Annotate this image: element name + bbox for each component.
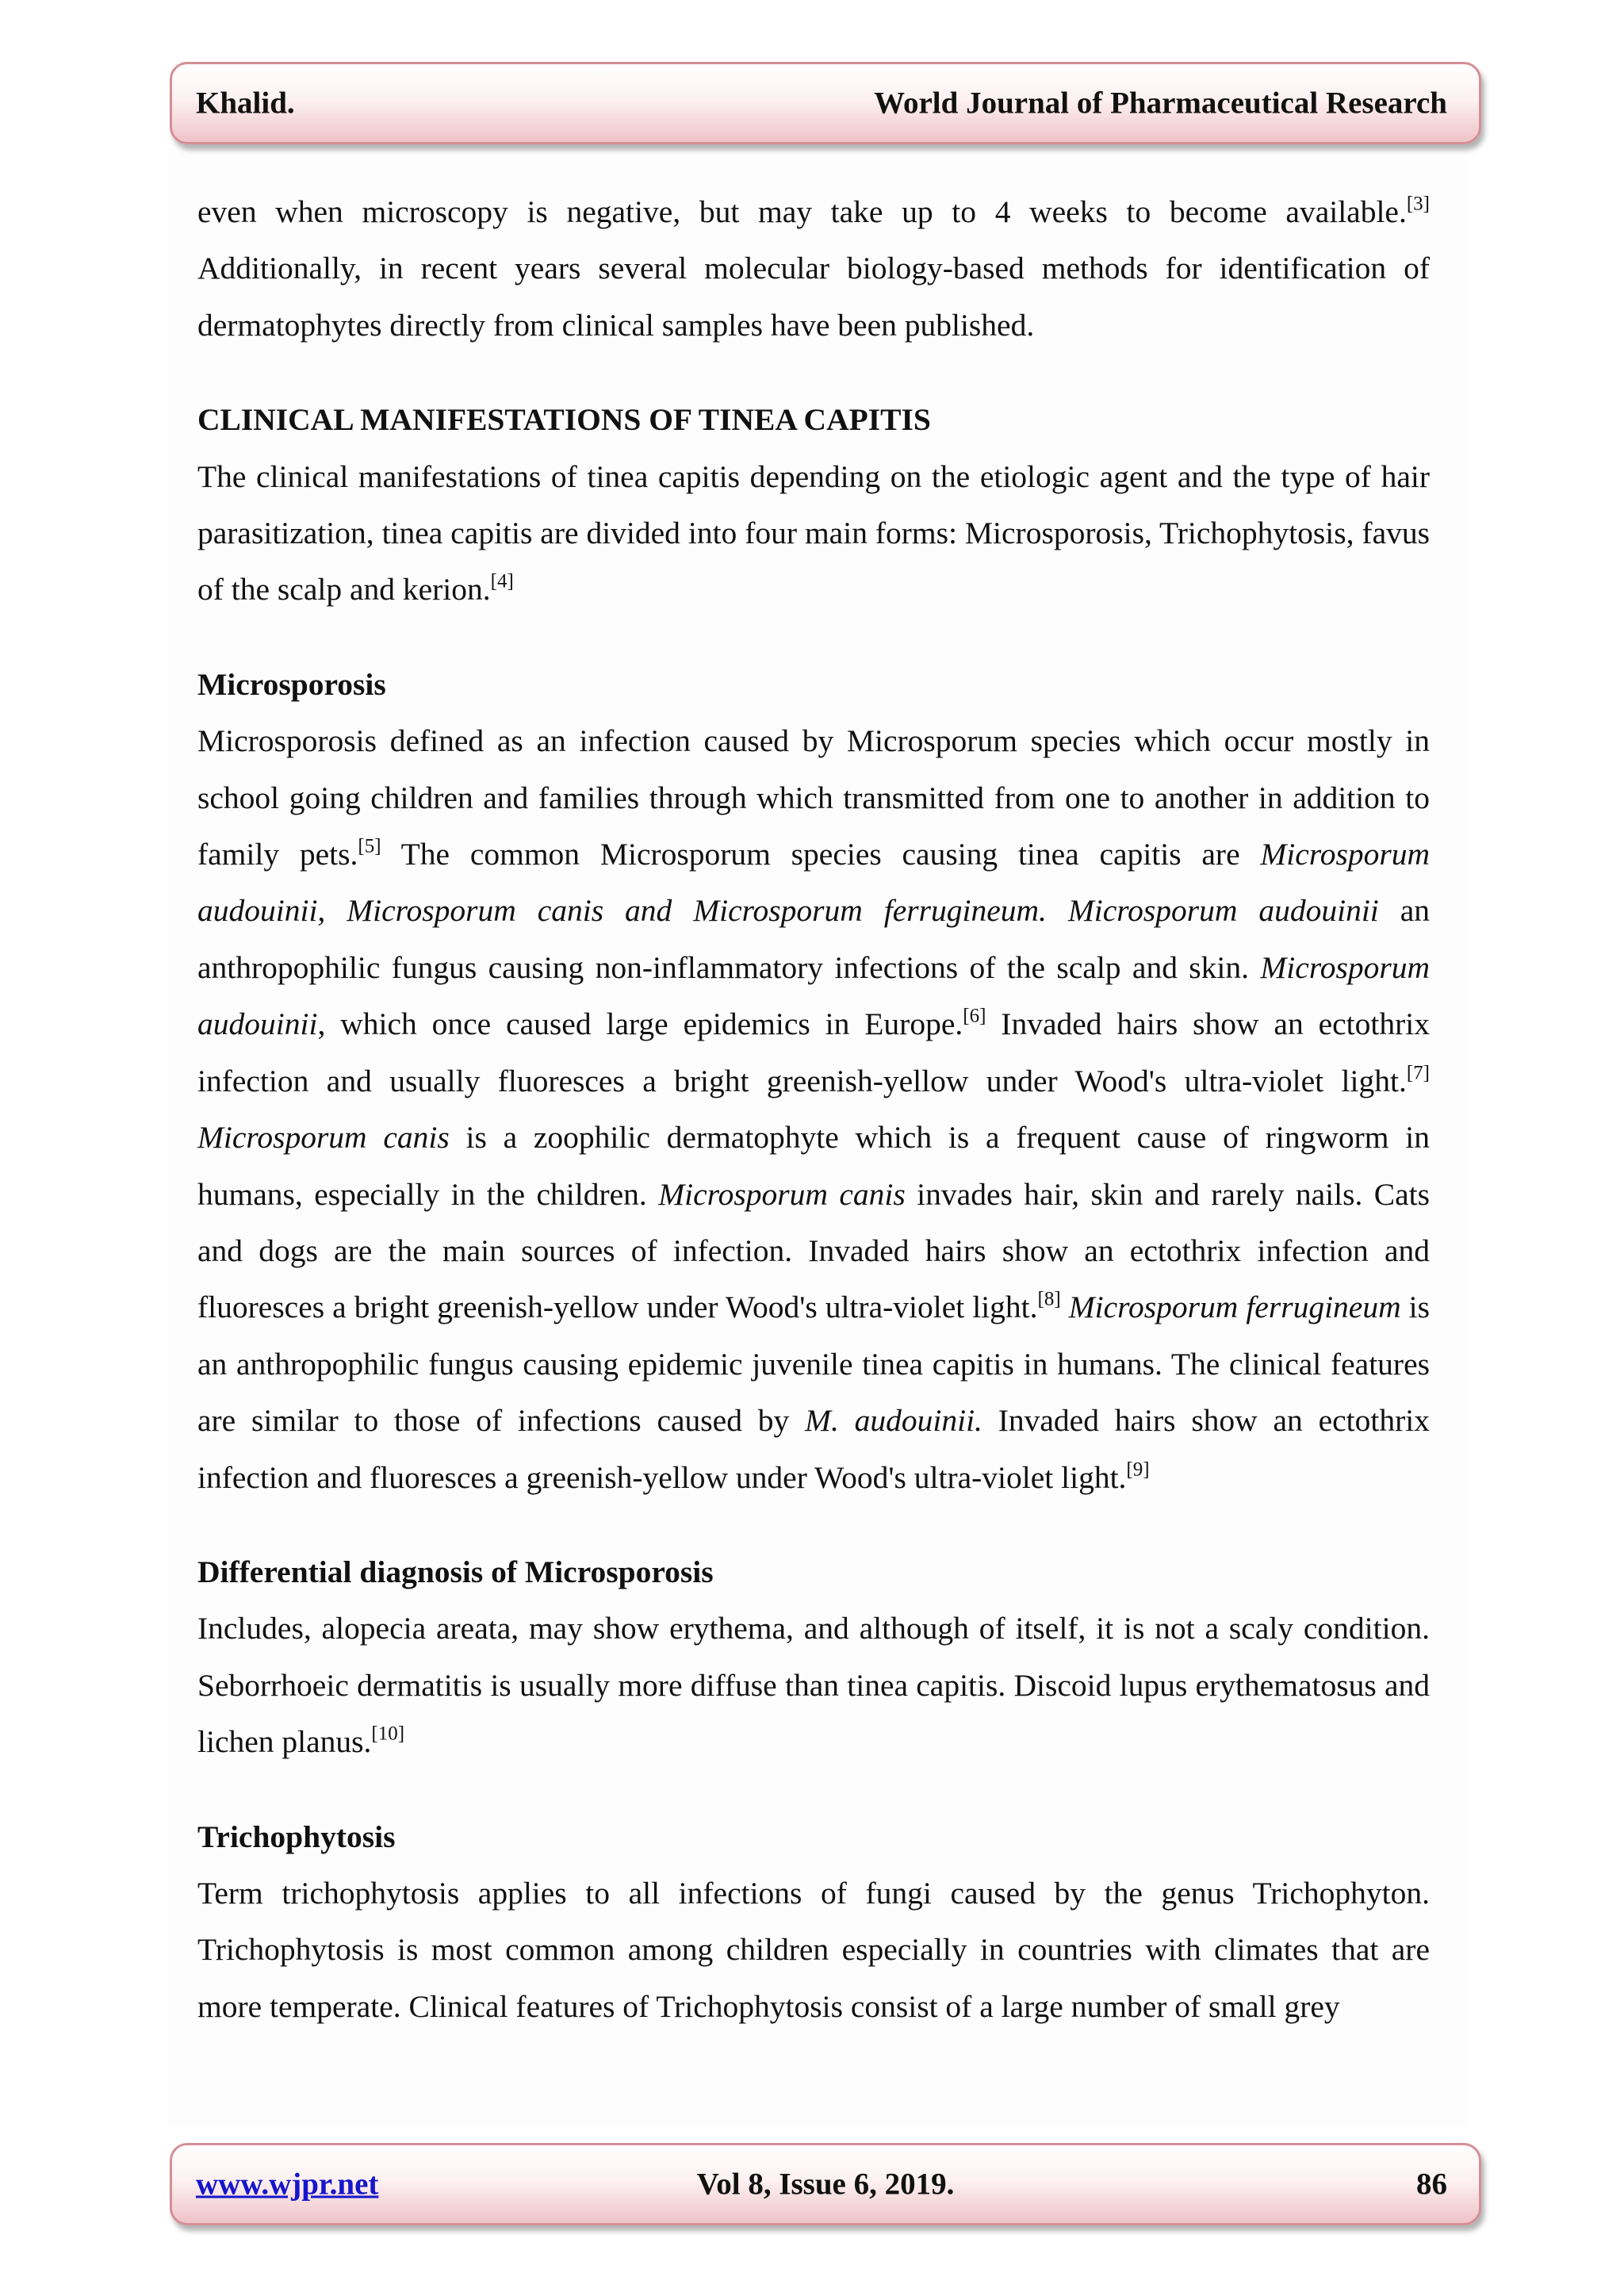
- text-run: [1061, 1290, 1069, 1324]
- citation-ref: [9]: [1126, 1458, 1150, 1481]
- citation-ref: [4]: [490, 570, 514, 592]
- citation-ref: [6]: [963, 1005, 986, 1027]
- text-run: an anthropophilic fungus causing non-inflammatory infections of the scalp and skin.: [197, 893, 1430, 985]
- running-footer: [170, 2143, 1481, 2225]
- subsection-heading-microsporosis: Microsporosis: [197, 666, 386, 702]
- text-run: Invaded hairs show an ectothrix infection and fluoresces a greenish-yellow under Wood's ultra-violet light.: [197, 1403, 1430, 1495]
- text-run: The clinical manifestations of tinea capitis depending on the etiologic agent and the type of hair parasitization, tinea capitis are divided into four main forms: Microsporosis, Trichophytosis, favus of the scalp and kerion.: [197, 458, 1430, 608]
- paragraph-clinical-manifestations: [197, 449, 1430, 619]
- footer-website-link[interactable]: www.wjpr.net: [196, 2167, 379, 2202]
- text-run: Term trichophytosis applies to all infections of fungi caused by the genus Trichophyton. Trichophytosis is most common among children especially in countries with climates that are more temperate. Clinical features of Trichophytosis consist of a large number of small grey: [197, 1875, 1430, 2024]
- header-author: Khalid.: [196, 86, 295, 121]
- species-name: Microsporum canis: [658, 1176, 906, 1212]
- text-run: Microsporosis defined as an infection caused by Microsporum species which occur mostly in school going children and families through which transmitted from one to another in addition to family pets.: [197, 723, 1430, 872]
- citation-ref: [8]: [1037, 1288, 1061, 1310]
- species-name: M. audouinii.: [805, 1403, 982, 1439]
- text-run: Includes, alopecia areata, may show erythema, and although of itself, it is not a scaly condition. Seborrhoeic dermatitis is usually more diffuse than tinea capitis. Discoid lupus erythematosus and lichen planus.: [197, 1611, 1430, 1760]
- text-run: Additionally, in recent years several molecular biology-based methods for identification of dermatophytes directly from clinical samples have been published.: [197, 251, 1430, 343]
- header-journal-title: World Journal of Pharmaceutical Research: [874, 86, 1447, 121]
- citation-ref: [10]: [371, 1723, 405, 1745]
- text-run: Invaded hairs show an ectothrix infection and usually fluoresces a bright greenish-yellow under Wood's ultra-violet light.: [197, 1006, 1430, 1098]
- footer-page-number: 86: [1416, 2167, 1447, 2202]
- text-run: is a zoophilic dermatophyte which is a frequent cause of ringworm in humans, especially in the children.: [197, 1120, 1430, 1212]
- subsection-heading-differential-diagnosis: Differential diagnosis of Microsporosis: [197, 1554, 714, 1589]
- species-name: Microsporum audouinii: [197, 949, 1430, 1042]
- species-name: Microsporum canis: [197, 1120, 450, 1156]
- species-name: Microsporum ferrugineum: [1068, 1290, 1401, 1325]
- text-run: , which once caused large epidemics in Europe.: [317, 1006, 963, 1042]
- citation-ref: [7]: [1406, 1062, 1430, 1084]
- running-header: [170, 62, 1481, 144]
- text-run: even when microscopy is negative, but may take up to 4 weeks to become available.: [197, 194, 1407, 229]
- paragraph-trichophytosis: [197, 1865, 1430, 2035]
- article-body: [197, 184, 1430, 2035]
- section-heading-clinical-manifestations: CLINICAL MANIFESTATIONS OF TINEA CAPITIS: [197, 402, 931, 438]
- text-run: is an anthropophilic fungus causing epidemic juvenile tinea capitis in humans. The clinical features are similar to those of infections caused by: [197, 1290, 1430, 1439]
- species-name: Microsporum audouinii, Microsporum canis and Microsporum ferrugineum. Microsporum audouinii: [197, 837, 1430, 929]
- citation-ref: [3]: [1406, 193, 1430, 215]
- subsection-heading-trichophytosis: Trichophytosis: [197, 1819, 396, 1854]
- footer-volume-issue: Vol 8, Issue 6, 2019.: [696, 2167, 955, 2202]
- paragraph-microsporosis: [197, 713, 1430, 1506]
- text-run: The common Microsporum species causing tinea capitis are: [381, 837, 1261, 872]
- text-run: invades hair, skin and rarely nails. Cats and dogs are the main sources of infection. Invaded hairs show an ectothrix infection and fluoresces a bright greenish-yellow under Wood's ultra-violet light.: [197, 1176, 1431, 1325]
- citation-ref: [5]: [358, 835, 381, 857]
- paragraph-intro-continuation: [197, 184, 1430, 354]
- paragraph-differential-diagnosis: [197, 1600, 1430, 1770]
